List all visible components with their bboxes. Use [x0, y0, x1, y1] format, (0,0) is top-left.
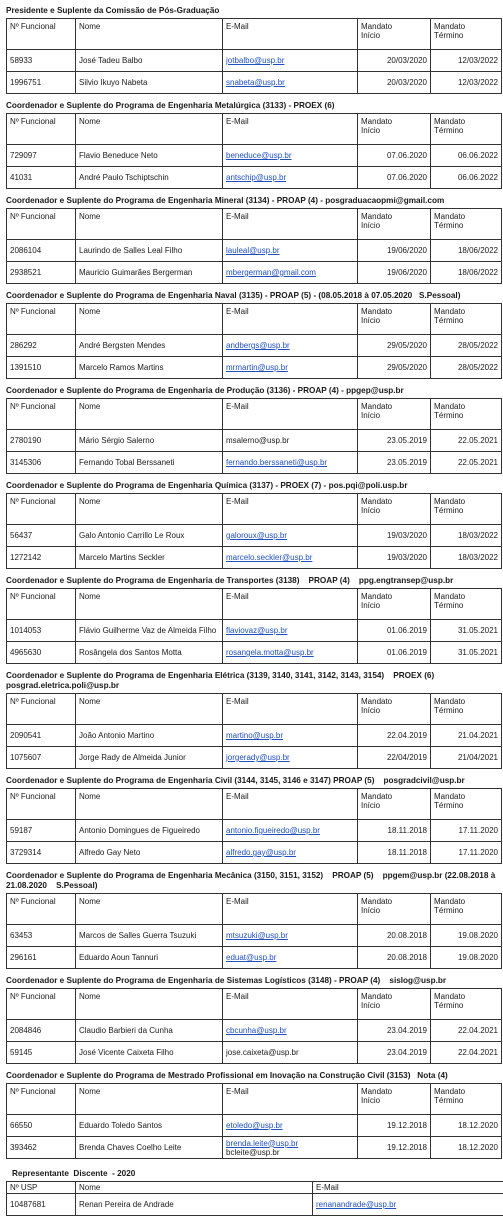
cell-email — [223, 547, 358, 569]
table-row — [7, 525, 502, 547]
cell-name: Renan Pereira de Andrade — [76, 1194, 313, 1216]
table-row — [7, 747, 502, 769]
header-start: Mandato Início — [358, 304, 431, 335]
cell-email — [313, 1194, 503, 1216]
table-row — [7, 642, 502, 664]
header-end: Mandato Término — [431, 789, 502, 820]
header-end: Mandato Término — [431, 399, 502, 430]
header-name: Nome — [76, 209, 223, 240]
cell-name: Jorge Rady de Almeida Junior — [76, 747, 223, 769]
cell-name: José Vicente Caixeta Filho — [76, 1042, 223, 1064]
members-table — [6, 493, 502, 569]
cell-id: 286292 — [7, 335, 76, 357]
email-link[interactable]: marcelo.seckler@usp.br — [226, 553, 312, 562]
section-title: Coordenador e Suplente do Programa de Engenharia Elétrica (3139, 3140, 3141, 3142, 3143, 3154) PROEX (6) posgrad.eletrica.poli@usp.br — [6, 664, 501, 693]
section-title: Presidente e Suplente da Comissão de Pós-Graduação — [6, 0, 501, 18]
members-table — [6, 693, 502, 769]
cell-end: 28/05/2022 — [431, 357, 502, 379]
header-email: E-Mail — [223, 114, 358, 145]
cell-start: 22/04/2019 — [358, 747, 431, 769]
email-secondary: bcleite@usp.br — [226, 1148, 354, 1157]
table-row — [7, 1115, 502, 1137]
email-link[interactable]: jotbalbo@usp.br — [226, 56, 284, 65]
cell-start: 19/06/2020 — [358, 240, 431, 262]
table-row — [7, 430, 502, 452]
email-link[interactable]: antonio.figueiredo@usp.br — [226, 826, 320, 835]
email-link[interactable]: mrmartin@usp.br — [226, 363, 288, 372]
header-start: Mandato Início — [358, 989, 431, 1020]
cell-email — [223, 525, 358, 547]
table-row — [7, 50, 502, 72]
email-link[interactable]: alfredo.gay@usp.br — [226, 848, 296, 857]
table-header-row — [7, 399, 502, 430]
committee-section — [6, 969, 501, 1064]
cell-end: 22.05.2021 — [431, 430, 502, 452]
header-end: Mandato Término — [431, 114, 502, 145]
cell-name: José Tadeu Balbo — [76, 50, 223, 72]
email-link[interactable]: cbcunha@usp.br — [226, 1026, 287, 1035]
table-header-row — [7, 1084, 502, 1115]
cell-email — [223, 430, 358, 452]
header-end: Mandato Término — [431, 694, 502, 725]
cell-email — [223, 642, 358, 664]
table-row — [7, 947, 502, 969]
table-row — [7, 1194, 503, 1216]
cell-name: Fernando Tobal Berssaneti — [76, 452, 223, 474]
email-link[interactable]: beneduce@usp.br — [226, 151, 292, 160]
header-name: Nome — [76, 789, 223, 820]
members-table — [6, 208, 502, 284]
representative-section — [6, 1159, 501, 1216]
cell-end: 06.06.2022 — [431, 167, 502, 189]
email-link[interactable]: fernando.berssaneti@usp.br — [226, 458, 327, 467]
header-start: Mandato Início — [358, 114, 431, 145]
cell-start: 19.12.2018 — [358, 1137, 431, 1159]
email-link[interactable]: etoledo@usp.br — [226, 1121, 283, 1130]
cell-start: 29/05/2020 — [358, 357, 431, 379]
section-title: Coordenador e Suplente do Programa de Mestrado Profissional em Inovação na Construção Civil (3153) Nota (4) — [6, 1064, 501, 1083]
header-nusp: Nº USP — [7, 1182, 76, 1194]
committee-section — [6, 189, 501, 284]
section-title: Coordenador e Suplente do Programa de Engenharia Mineral (3134) - PROAP (4) - posgraduacaopmi@gmail.com — [6, 189, 501, 208]
cell-start: 19/03/2020 — [358, 525, 431, 547]
cell-name: Rosângela dos Santos Motta — [76, 642, 223, 664]
header-name: Nome — [76, 694, 223, 725]
cell-end: 18.12.2020 — [431, 1137, 502, 1159]
cell-end: 22.05.2021 — [431, 452, 502, 474]
header-name: Nome — [76, 399, 223, 430]
cell-email — [223, 925, 358, 947]
cell-id: 3145306 — [7, 452, 76, 474]
header-email: E-Mail — [223, 894, 358, 925]
table-row — [7, 842, 502, 864]
cell-end: 18/06/2022 — [431, 240, 502, 262]
cell-id: 1014053 — [7, 620, 76, 642]
email-link[interactable]: brenda.leite@usp.br — [226, 1139, 354, 1148]
cell-id: 2086104 — [7, 240, 76, 262]
cell-email — [223, 1115, 358, 1137]
cell-name: Eduardo Toledo Santos — [76, 1115, 223, 1137]
cell-email — [223, 167, 358, 189]
header-email: E-Mail — [313, 1182, 503, 1194]
header-id: Nº Funcional — [7, 114, 76, 145]
header-end: Mandato Término — [431, 1084, 502, 1115]
members-table — [6, 398, 502, 474]
header-end: Mandato Término — [431, 989, 502, 1020]
cell-end: 18/03/2022 — [431, 547, 502, 569]
header-start: Mandato Início — [358, 209, 431, 240]
cell-name: Brenda Chaves Coelho Leite — [76, 1137, 223, 1159]
committee-section — [6, 0, 501, 94]
header-email: E-Mail — [223, 399, 358, 430]
cell-start: 19/06/2020 — [358, 262, 431, 284]
members-table — [6, 303, 502, 379]
header-name: Nome — [76, 19, 223, 50]
cell-email — [223, 1042, 358, 1064]
header-email: E-Mail — [223, 19, 358, 50]
email-link[interactable]: eduat@usp.br — [226, 953, 276, 962]
cell-start: 23.04.2019 — [358, 1042, 431, 1064]
header-name: Nome — [76, 894, 223, 925]
email-link[interactable]: renanandrade@usp.br — [316, 1200, 396, 1209]
cell-end: 06.06.2022 — [431, 145, 502, 167]
header-name: Nome — [76, 114, 223, 145]
members-table — [6, 588, 502, 664]
header-start: Mandato Início — [358, 894, 431, 925]
cell-name: André Paulo Tschiptschin — [76, 167, 223, 189]
section-title: Coordenador e Suplente do Programa de Engenharia de Transportes (3138) PROAP (4) ppg.engtransep@usp.br — [6, 569, 501, 588]
cell-name: Mauricio Guimarães Bergerman — [76, 262, 223, 284]
header-email: E-Mail — [223, 1084, 358, 1115]
header-end: Mandato Término — [431, 494, 502, 525]
header-name: Nome — [76, 989, 223, 1020]
members-table — [6, 18, 502, 94]
committee-section — [6, 379, 501, 474]
members-table — [6, 788, 502, 864]
header-end: Mandato Término — [431, 589, 502, 620]
members-table — [6, 988, 502, 1064]
table-row — [7, 1137, 502, 1159]
cell-start: 29/05/2020 — [358, 335, 431, 357]
section-title: Coordenador e Suplente do Programa de Engenharia Civil (3144, 3145, 3146 e 3147) PROAP (5) posgradcivil@usp.br — [6, 769, 501, 788]
table-row — [7, 547, 502, 569]
cell-id: 1391510 — [7, 357, 76, 379]
cell-name: Claudio Barbieri da Cunha — [76, 1020, 223, 1042]
cell-id: 58933 — [7, 50, 76, 72]
cell-end: 22.04.2021 — [431, 1020, 502, 1042]
table-header-row — [7, 989, 502, 1020]
cell-start: 20/03/2020 — [358, 50, 431, 72]
table-row — [7, 620, 502, 642]
cell-email — [223, 145, 358, 167]
cell-start: 01.06.2019 — [358, 642, 431, 664]
cell-id: 296161 — [7, 947, 76, 969]
cell-name: Silvio Ikuyo Nabeta — [76, 72, 223, 94]
header-name: Nome — [76, 1182, 313, 1194]
section-title: Coordenador e Suplente do Programa de Engenharia de Produção (3136) - PROAP (4) - ppgep@usp.br — [6, 379, 501, 398]
cell-end: 12/03/2022 — [431, 72, 502, 94]
email-link[interactable]: antschip@usp.br — [226, 173, 286, 182]
table-row — [7, 925, 502, 947]
header-start: Mandato Início — [358, 494, 431, 525]
cell-id: 393462 — [7, 1137, 76, 1159]
cell-email — [223, 357, 358, 379]
cell-name: Alfredo Gay Neto — [76, 842, 223, 864]
cell-id: 2090541 — [7, 725, 76, 747]
header-start: Mandato Início — [358, 589, 431, 620]
cell-id: 63453 — [7, 925, 76, 947]
cell-name: Marcelo Martins Seckler — [76, 547, 223, 569]
header-end: Mandato Término — [431, 19, 502, 50]
header-id: Nº Funcional — [7, 989, 76, 1020]
header-start: Mandato Início — [358, 19, 431, 50]
table-header-row — [7, 304, 502, 335]
cell-name: Marcos de Salles Guerra Tsuzuki — [76, 925, 223, 947]
cell-email — [223, 452, 358, 474]
cell-email — [223, 1137, 358, 1159]
representative-table — [6, 1181, 503, 1216]
section-title: Coordenador e Suplente do Programa de Engenharia Naval (3135) - PROAP (5) - (08.05.2018 à 07.05.2020 S.Pessoal) — [6, 284, 501, 303]
table-row — [7, 820, 502, 842]
header-id: Nº Funcional — [7, 304, 76, 335]
header-id: Nº Funcional — [7, 789, 76, 820]
header-id: Nº Funcional — [7, 894, 76, 925]
header-start: Mandato Início — [358, 399, 431, 430]
cell-id: 3729314 — [7, 842, 76, 864]
cell-name: Antonio Domingues de Figueiredo — [76, 820, 223, 842]
cell-end: 18/03/2022 — [431, 525, 502, 547]
sections-container — [6, 0, 501, 1159]
cell-end: 28/05/2022 — [431, 335, 502, 357]
email-link[interactable]: lauleal@usp.br — [226, 246, 279, 255]
committee-section — [6, 569, 501, 664]
cell-start: 23.05.2019 — [358, 452, 431, 474]
cell-name: André Bergsten Mendes — [76, 335, 223, 357]
cell-name: Flávio Guilherme Vaz de Almeida Filho — [76, 620, 223, 642]
table-header-row — [7, 114, 502, 145]
table-header-row — [7, 1182, 503, 1194]
committee-section — [6, 864, 501, 969]
table-header-row — [7, 894, 502, 925]
header-email: E-Mail — [223, 989, 358, 1020]
cell-end: 21.04.2021 — [431, 725, 502, 747]
cell-name: Eduardo Aoun Tannuri — [76, 947, 223, 969]
cell-end: 31.05.2021 — [431, 620, 502, 642]
table-row — [7, 72, 502, 94]
header-email: E-Mail — [223, 209, 358, 240]
table-header-row — [7, 494, 502, 525]
email-link: msalerno@usp.br — [226, 436, 289, 445]
cell-id: 56437 — [7, 525, 76, 547]
header-id: Nº Funcional — [7, 209, 76, 240]
table-header-row — [7, 19, 502, 50]
members-table — [6, 113, 502, 189]
header-start: Mandato Início — [358, 694, 431, 725]
table-row — [7, 240, 502, 262]
table-row — [7, 357, 502, 379]
section-title: Coordenador e Suplente do Programa de Engenharia de Sistemas Logísticos (3148) - PROAP (4) sislog@usp.br — [6, 969, 501, 988]
members-table — [6, 893, 502, 969]
header-email: E-Mail — [223, 789, 358, 820]
table-header-row — [7, 209, 502, 240]
cell-name: Laurindo de Salles Leal Filho — [76, 240, 223, 262]
header-name: Nome — [76, 589, 223, 620]
table-header-row — [7, 589, 502, 620]
cell-start: 20.08.2018 — [358, 925, 431, 947]
cell-end: 22.04.2021 — [431, 1042, 502, 1064]
document — [6, 0, 501, 1216]
email-link[interactable]: flaviovaz@usp.br — [226, 626, 287, 635]
cell-email — [223, 820, 358, 842]
email-link: jose.caixeta@usp.br — [226, 1048, 299, 1057]
cell-id: 2938521 — [7, 262, 76, 284]
email-link[interactable]: mbergerman@gmail.com — [226, 268, 316, 277]
table-row — [7, 145, 502, 167]
header-email: E-Mail — [223, 694, 358, 725]
cell-end: 21/04/2021 — [431, 747, 502, 769]
cell-end: 18/06/2022 — [431, 262, 502, 284]
cell-email — [223, 1020, 358, 1042]
header-id: Nº Funcional — [7, 19, 76, 50]
cell-start: 19/03/2020 — [358, 547, 431, 569]
cell-id: 41031 — [7, 167, 76, 189]
cell-id: 59187 — [7, 820, 76, 842]
committee-section — [6, 94, 501, 189]
cell-id: 59145 — [7, 1042, 76, 1064]
cell-start: 18.11.2018 — [358, 820, 431, 842]
email-link[interactable]: rosangela.motta@usp.br — [226, 648, 314, 657]
cell-id: 4965630 — [7, 642, 76, 664]
cell-start: 20.08.2018 — [358, 947, 431, 969]
cell-end: 12/03/2022 — [431, 50, 502, 72]
table-row — [7, 262, 502, 284]
cell-email — [223, 335, 358, 357]
cell-end: 31.05.2021 — [431, 642, 502, 664]
cell-email — [223, 72, 358, 94]
header-start: Mandato Início — [358, 789, 431, 820]
cell-end: 17.11.2020 — [431, 820, 502, 842]
header-end: Mandato Término — [431, 304, 502, 335]
cell-name: João Antonio Martino — [76, 725, 223, 747]
cell-id: 1272142 — [7, 547, 76, 569]
cell-email — [223, 620, 358, 642]
cell-start: 20/03/2020 — [358, 72, 431, 94]
header-end: Mandato Término — [431, 209, 502, 240]
cell-email — [223, 50, 358, 72]
cell-start: 07.06.2020 — [358, 167, 431, 189]
header-id: Nº Funcional — [7, 494, 76, 525]
cell-end: 19.08.2020 — [431, 947, 502, 969]
committee-section — [6, 1064, 501, 1159]
table-header-row — [7, 694, 502, 725]
header-name: Nome — [76, 304, 223, 335]
cell-start: 18.11.2018 — [358, 842, 431, 864]
header-id: Nº Funcional — [7, 1084, 76, 1115]
cell-name: Marcelo Ramos Martins — [76, 357, 223, 379]
cell-end: 17.11.2020 — [431, 842, 502, 864]
table-row — [7, 167, 502, 189]
email-link[interactable]: martino@usp.br — [226, 731, 283, 740]
header-start: Mandato Início — [358, 1084, 431, 1115]
cell-start: 23.05.2019 — [358, 430, 431, 452]
cell-start: 23.04.2019 — [358, 1020, 431, 1042]
cell-id: 66550 — [7, 1115, 76, 1137]
cell-start: 19.12.2018 — [358, 1115, 431, 1137]
section-title: Representante Discente - 2020 — [6, 1159, 501, 1181]
header-end: Mandato Término — [431, 894, 502, 925]
cell-email — [223, 747, 358, 769]
table-row — [7, 1042, 502, 1064]
cell-name: Galo Antonio Carrillo Le Roux — [76, 525, 223, 547]
cell-email — [223, 725, 358, 747]
cell-end: 19.08.2020 — [431, 925, 502, 947]
cell-email — [223, 947, 358, 969]
committee-section — [6, 769, 501, 864]
table-row — [7, 1020, 502, 1042]
section-title: Coordenador e Suplente do Programa de Engenharia Química (3137) - PROEX (7) - pos.pqi@poli.usp.br — [6, 474, 501, 493]
cell-id: 1996751 — [7, 72, 76, 94]
header-email: E-Mail — [223, 589, 358, 620]
header-id: Nº Funcional — [7, 694, 76, 725]
cell-id: 2084846 — [7, 1020, 76, 1042]
email-link[interactable]: andbergs@usp.br — [226, 341, 290, 350]
email-link[interactable]: snabeta@usp.br — [226, 78, 285, 87]
cell-end: 18.12.2020 — [431, 1115, 502, 1137]
cell-start: 07.06.2020 — [358, 145, 431, 167]
cell-id: 1075607 — [7, 747, 76, 769]
cell-start: 22.04.2019 — [358, 725, 431, 747]
committee-section — [6, 284, 501, 379]
committee-section — [6, 474, 501, 569]
section-title: Coordenador e Suplente do Programa de Engenharia Metalúrgica (3133) - PROEX (6) — [6, 94, 501, 113]
table-header-row — [7, 789, 502, 820]
header-name: Nome — [76, 1084, 223, 1115]
cell-start: 01.06.2019 — [358, 620, 431, 642]
header-email: E-Mail — [223, 304, 358, 335]
cell-id: 2780190 — [7, 430, 76, 452]
cell-id: 729097 — [7, 145, 76, 167]
members-table — [6, 1083, 502, 1159]
email-link[interactable]: mtsuzuki@usp.br — [226, 931, 288, 940]
table-row — [7, 335, 502, 357]
cell-email — [223, 262, 358, 284]
cell-nusp: 10487681 — [7, 1194, 76, 1216]
committee-section — [6, 664, 501, 769]
email-link[interactable]: galoroux@usp.br — [226, 531, 287, 540]
header-id: Nº Funcional — [7, 589, 76, 620]
cell-email — [223, 240, 358, 262]
table-row — [7, 725, 502, 747]
section-title: Coordenador e Suplente do Programa de Engenharia Mecânica (3150, 3151, 3152) PROAP (5) ppgem@usp.br (22.08.2018 à 21.08.2020 S.Pessoal) — [6, 864, 501, 893]
email-link[interactable]: jorgerady@usp.br — [226, 753, 290, 762]
cell-name: Flavio Beneduce Neto — [76, 145, 223, 167]
cell-email — [223, 842, 358, 864]
header-email: E-Mail — [223, 494, 358, 525]
cell-name: Mário Sérgio Salerno — [76, 430, 223, 452]
header-name: Nome — [76, 494, 223, 525]
table-row — [7, 452, 502, 474]
header-id: Nº Funcional — [7, 399, 76, 430]
